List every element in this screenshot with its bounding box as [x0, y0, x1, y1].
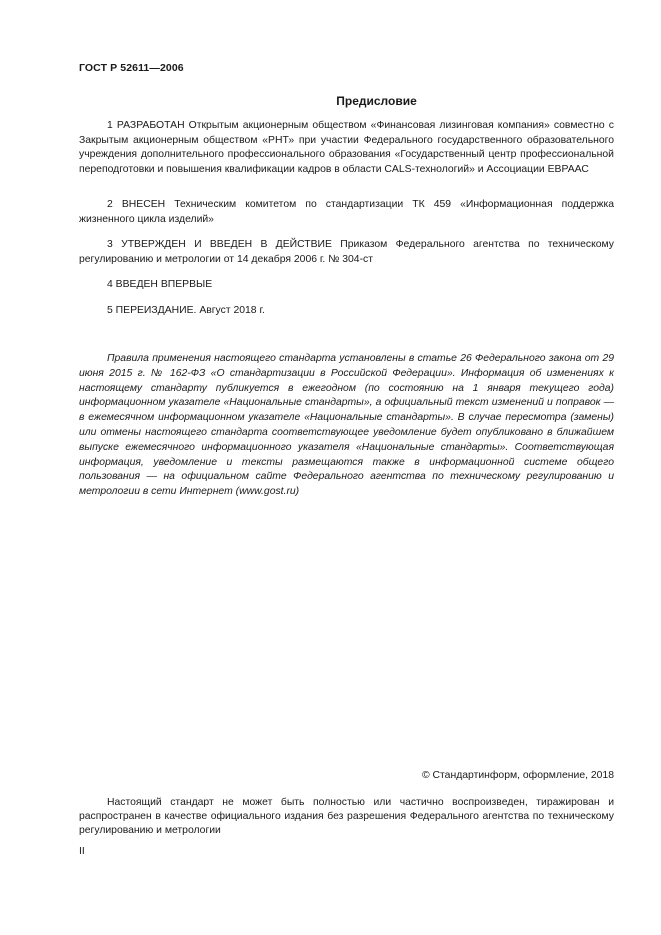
page-number: II [79, 846, 85, 857]
reproduction-notice: Настоящий стандарт не может быть полностью или частично воспроизведен, тиражирован и распространен в качестве официального издания без разрешения Федерального агентства по техническому регулированию и метрологии [79, 797, 614, 836]
section-title: Предисловие [336, 94, 417, 108]
paragraph-reissue: 5 ПЕРЕИЗДАНИЕ. Август 2018 г. [107, 305, 265, 316]
copyright-line: © Стандартинформ, оформление, 2018 [421, 770, 614, 781]
paragraph-approved: 3 УТВЕРЖДЕН И ВВЕДЕН В ДЕЙСТВИЕ Приказом Федерального агентства по техническому регулированию и метрологии от 14 декабря 2006 г. № 304-ст [79, 239, 614, 265]
paragraph-first-introduced: 4 ВВЕДЕН ВПЕРВЫЕ [107, 279, 213, 290]
paragraph-developed: 1 РАЗРАБОТАН Открытым акционерным обществом «Финансовая лизинговая компания» совместно с Закрытым акционерным обществом «РНТ» при участии Федерального государственного образовательного учреждения дополнительного профессионального образования «Государственный центр профессиональной переподготовки и повышения квалификации кадров в области CALS-технологий» и Ассоциации ЕВРААС [79, 120, 614, 175]
standard-code: ГОСТ Р 52611—2006 [79, 62, 184, 74]
paragraph-introduced: 2 ВНЕСЕН Техническим комитетом по стандартизации ТК 459 «Информационная поддержка жизненного цикла изделий» [79, 199, 614, 225]
application-rules-note: Правила применения настоящего стандарта установлены в статье 26 Федерального закона от 29 июня 2015 г. № 162-ФЗ «О стандартизации в Российской Федерации». Информация об изменениях к настоящему стандарту публикуется в ежегодном (по состоянию на 1 января текущего года) информационном указателе «Национальные стандарты», а официальный текст изменений и поправок — в ежемесячном информационном указателе «Национальные стандарты». В случае пересмотра (замены) или отмены настоящего стандарта соответствующее уведомление будет опубликовано в ближайшем выпуске ежемесячного информационного указателя «Национальные стандарты». Соответствующая информация, уведомление и тексты размещаются также в информационной системе общего пользования — на официальном сайте Федерального агентства по техническому регулированию и метрологии в сети Интернет (www.gost.ru) [79, 353, 614, 498]
